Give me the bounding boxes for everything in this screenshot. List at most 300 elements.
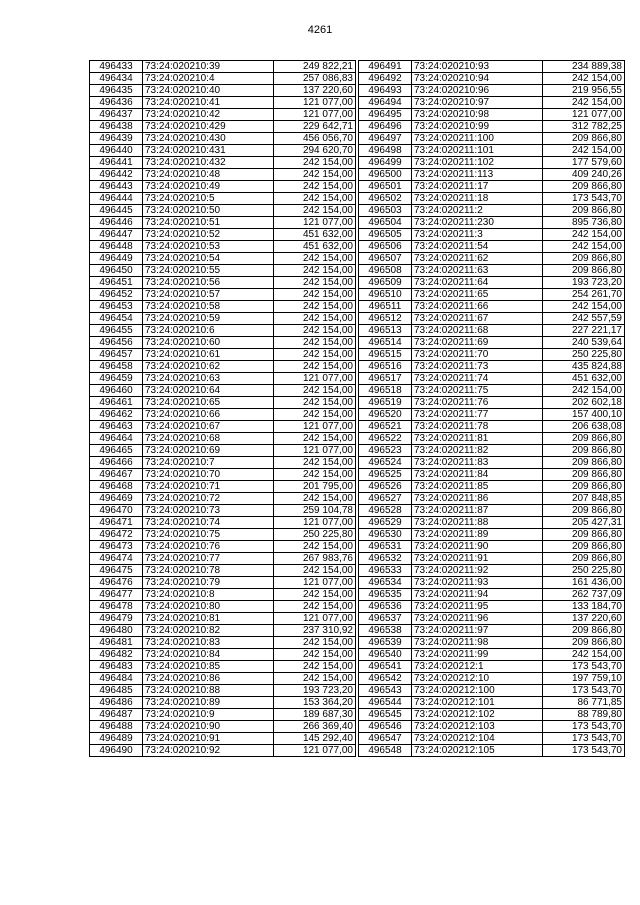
table-row [359,61,625,73]
cadastral-number-cell: 73:24:020210:76 [143,541,274,553]
table-row [359,421,625,433]
record-number-cell: 496504 [359,217,412,229]
cadastral-number-cell: 73:24:020210:79 [143,577,274,589]
record-number-cell: 496528 [359,505,412,517]
record-number-cell: 496523 [359,445,412,457]
cadastral-number-cell: 73:24:020211:69 [412,337,543,349]
table-row [90,397,356,409]
table-row [359,217,625,229]
table-row [90,517,356,529]
record-number-cell: 496542 [359,673,412,685]
record-number-cell: 496494 [359,97,412,109]
record-number-cell: 496527 [359,493,412,505]
cadastral-number-cell: 73:24:020210:91 [143,733,274,745]
cadastral-number-cell: 73:24:020211:99 [412,649,543,661]
table-row [90,73,356,85]
cadastral-value-cell: 173 543,70 [543,193,625,205]
record-number-cell: 496495 [359,109,412,121]
cadastral-value-cell: 242 154,00 [274,433,356,445]
cadastral-value-cell: 266 369,40 [274,721,356,733]
record-number-cell: 496453 [90,301,143,313]
cadastral-value-cell: 206 638,08 [543,421,625,433]
cadastral-number-cell: 73:24:020210:80 [143,601,274,613]
record-number-cell: 496456 [90,337,143,349]
record-number-cell: 496548 [359,745,412,757]
cadastral-number-cell: 73:24:020211:97 [412,625,543,637]
cadastral-number-cell: 73:24:020211:81 [412,433,543,445]
table-row [359,97,625,109]
table-row [359,733,625,745]
table-row [359,649,625,661]
record-number-cell: 496529 [359,517,412,529]
cadastral-value-cell: 451 632,00 [274,241,356,253]
cadastral-value-cell: 242 154,00 [274,181,356,193]
record-number-cell: 496484 [90,673,143,685]
cadastral-number-cell: 73:24:020210:81 [143,613,274,625]
cadastral-value-cell: 229 642,71 [274,121,356,133]
record-number-cell: 496511 [359,301,412,313]
record-number-cell: 496452 [90,289,143,301]
cadastral-number-cell: 73:24:020210:67 [143,421,274,433]
cadastral-number-cell: 73:24:020211:96 [412,613,543,625]
cadastral-value-cell: 209 866,80 [543,553,625,565]
record-number-cell: 496485 [90,685,143,697]
record-number-cell: 496525 [359,469,412,481]
table-row [359,253,625,265]
cadastral-value-cell: 250 225,80 [543,349,625,361]
record-number-cell: 496474 [90,553,143,565]
cadastral-number-cell: 73:24:020211:66 [412,301,543,313]
cadastral-value-cell: 209 866,80 [543,253,625,265]
record-number-cell: 496501 [359,181,412,193]
cadastral-value-cell: 209 866,80 [543,469,625,481]
table-row [90,361,356,373]
record-number-cell: 496469 [90,493,143,505]
record-number-cell: 496503 [359,205,412,217]
table-row [359,205,625,217]
table-row [359,589,625,601]
record-number-cell: 496545 [359,709,412,721]
cadastral-value-cell: 242 154,00 [543,241,625,253]
cadastral-number-cell: 73:24:020210:72 [143,493,274,505]
table-row [359,493,625,505]
cadastral-value-cell: 137 220,60 [274,85,356,97]
table-row [359,313,625,325]
cadastral-value-cell: 133 184,70 [543,601,625,613]
cadastral-number-cell: 73:24:020210:97 [412,97,543,109]
table-row [90,733,356,745]
record-number-cell: 496502 [359,193,412,205]
cadastral-value-cell: 242 154,00 [274,313,356,325]
cadastral-value-cell: 209 866,80 [543,181,625,193]
cadastral-number-cell: 73:24:020211:67 [412,313,543,325]
record-number-cell: 496466 [90,457,143,469]
cadastral-number-cell: 73:24:020210:63 [143,373,274,385]
record-number-cell: 496435 [90,85,143,97]
record-number-cell: 496479 [90,613,143,625]
table-row [90,601,356,613]
cadastral-number-cell: 73:24:020210:85 [143,661,274,673]
table-row [359,565,625,577]
record-number-cell: 496510 [359,289,412,301]
cadastral-value-cell: 193 723,20 [543,277,625,289]
record-number-cell: 496445 [90,205,143,217]
table-row [359,337,625,349]
record-number-cell: 496515 [359,349,412,361]
cadastral-number-cell: 73:24:020211:95 [412,601,543,613]
record-number-cell: 496444 [90,193,143,205]
cadastral-number-cell: 73:24:020210:53 [143,241,274,253]
cadastral-value-cell: 173 543,70 [543,661,625,673]
cadastral-value-cell: 294 620,70 [274,145,356,157]
cadastral-value-cell: 312 782,25 [543,121,625,133]
cadastral-value-cell: 242 557,59 [543,313,625,325]
cadastral-value-cell: 242 154,00 [274,289,356,301]
table-row [90,649,356,661]
cadastral-value-cell: 193 723,20 [274,685,356,697]
table-row [359,553,625,565]
record-number-cell: 496546 [359,721,412,733]
record-number-cell: 496437 [90,109,143,121]
table-row [359,541,625,553]
cadastral-value-cell: 137 220,60 [543,613,625,625]
cadastral-value-cell: 242 154,00 [274,337,356,349]
cadastral-number-cell: 73:24:020210:65 [143,397,274,409]
record-number-cell: 496535 [359,589,412,601]
cadastral-number-cell: 73:24:020211:65 [412,289,543,301]
cadastral-value-cell: 242 154,00 [274,277,356,289]
cadastral-value-cell: 209 866,80 [543,433,625,445]
cadastral-number-cell: 73:24:020210:4 [143,73,274,85]
cadastral-number-cell: 73:24:020210:82 [143,625,274,637]
record-number-cell: 496492 [359,73,412,85]
cadastral-number-cell: 73:24:020210:83 [143,637,274,649]
record-number-cell: 496487 [90,709,143,721]
cadastral-number-cell: 73:24:020211:83 [412,457,543,469]
cadastral-number-cell: 73:24:020210:8 [143,589,274,601]
cadastral-value-cell: 267 983,76 [274,553,356,565]
table-row [359,289,625,301]
cadastral-value-cell: 237 310,92 [274,625,356,637]
register-table-left [89,60,356,757]
cadastral-value-cell: 197 759,10 [543,673,625,685]
cadastral-number-cell: 73:24:020210:59 [143,313,274,325]
table-row [359,505,625,517]
cadastral-number-cell: 73:24:020210:39 [143,61,274,73]
cadastral-value-cell: 242 154,00 [274,325,356,337]
cadastral-value-cell: 209 866,80 [543,505,625,517]
table-row [359,157,625,169]
table-row [359,181,625,193]
cadastral-number-cell: 73:24:020211:91 [412,553,543,565]
cadastral-number-cell: 73:24:020210:73 [143,505,274,517]
table-row [359,385,625,397]
table-row [359,709,625,721]
cadastral-number-cell: 73:24:020210:52 [143,229,274,241]
cadastral-value-cell: 242 154,00 [274,565,356,577]
table-row [359,529,625,541]
record-number-cell: 496498 [359,145,412,157]
table-row [90,181,356,193]
cadastral-value-cell: 409 240,26 [543,169,625,181]
record-number-cell: 496538 [359,625,412,637]
cadastral-value-cell: 209 866,80 [543,445,625,457]
record-number-cell: 496480 [90,625,143,637]
record-number-cell: 496455 [90,325,143,337]
record-number-cell: 496448 [90,241,143,253]
table-row [90,613,356,625]
cadastral-number-cell: 73:24:020210:431 [143,145,274,157]
cadastral-value-cell: 249 822,21 [274,61,356,73]
table-row [359,133,625,145]
cadastral-value-cell: 177 579,60 [543,157,625,169]
table-row [90,481,356,493]
table-row [90,169,356,181]
cadastral-number-cell: 73:24:020210:64 [143,385,274,397]
table-row [90,637,356,649]
record-number-cell: 496544 [359,697,412,709]
cadastral-number-cell: 73:24:020211:3 [412,229,543,241]
cadastral-value-cell: 153 364,20 [274,697,356,709]
cadastral-value-cell: 242 154,00 [543,385,625,397]
table-row [359,637,625,649]
table-row [90,505,356,517]
table-row [359,613,625,625]
cadastral-value-cell: 240 539,64 [543,337,625,349]
cadastral-number-cell: 73:24:020212:105 [412,745,543,757]
table-row [90,385,356,397]
cadastral-value-cell: 205 427,31 [543,517,625,529]
table-row [90,625,356,637]
record-number-cell: 496518 [359,385,412,397]
cadastral-number-cell: 73:24:020211:86 [412,493,543,505]
record-number-cell: 496505 [359,229,412,241]
cadastral-number-cell: 73:24:020211:82 [412,445,543,457]
record-number-cell: 496458 [90,361,143,373]
cadastral-number-cell: 73:24:020211:75 [412,385,543,397]
record-number-cell: 496493 [359,85,412,97]
cadastral-number-cell: 73:24:020210:74 [143,517,274,529]
record-number-cell: 496509 [359,277,412,289]
table-row [359,193,625,205]
record-number-cell: 496543 [359,685,412,697]
table-row [90,433,356,445]
cadastral-value-cell: 189 687,30 [274,709,356,721]
table-row [359,445,625,457]
cadastral-number-cell: 73:24:020210:62 [143,361,274,373]
record-number-cell: 496507 [359,253,412,265]
cadastral-value-cell: 209 866,80 [543,205,625,217]
cadastral-value-cell: 259 104,78 [274,505,356,517]
cadastral-value-cell: 242 154,00 [274,193,356,205]
cadastral-number-cell: 73:24:020211:84 [412,469,543,481]
cadastral-number-cell: 73:24:020210:94 [412,73,543,85]
table-row [359,241,625,253]
cadastral-number-cell: 73:24:020211:18 [412,193,543,205]
table-row [90,553,356,565]
cadastral-number-cell: 73:24:020211:17 [412,181,543,193]
cadastral-number-cell: 73:24:020210:66 [143,409,274,421]
cadastral-value-cell: 209 866,80 [543,637,625,649]
cadastral-value-cell: 209 866,80 [543,529,625,541]
cadastral-number-cell: 73:24:020211:89 [412,529,543,541]
table-row [359,517,625,529]
record-number-cell: 496440 [90,145,143,157]
cadastral-value-cell: 242 154,00 [274,661,356,673]
cadastral-number-cell: 73:24:020210:92 [143,745,274,757]
table-row [359,673,625,685]
record-number-cell: 496533 [359,565,412,577]
cadastral-number-cell: 73:24:020211:77 [412,409,543,421]
cadastral-number-cell: 73:24:020210:56 [143,277,274,289]
cadastral-value-cell: 121 077,00 [274,217,356,229]
record-number-cell: 496467 [90,469,143,481]
cadastral-number-cell: 73:24:020211:2 [412,205,543,217]
table-row [90,277,356,289]
table-row [359,721,625,733]
record-number-cell: 496450 [90,265,143,277]
table-row [359,349,625,361]
table-row [90,685,356,697]
record-number-cell: 496459 [90,373,143,385]
table-row [90,205,356,217]
cadastral-value-cell: 435 824,88 [543,361,625,373]
table-row [90,121,356,133]
table-row [359,697,625,709]
cadastral-number-cell: 73:24:020211:94 [412,589,543,601]
table-row [90,565,356,577]
cadastral-number-cell: 73:24:020211:73 [412,361,543,373]
cadastral-number-cell: 73:24:020211:68 [412,325,543,337]
table-row [359,229,625,241]
cadastral-number-cell: 73:24:020210:6 [143,325,274,337]
record-number-cell: 496449 [90,253,143,265]
cadastral-value-cell: 262 737,09 [543,589,625,601]
cadastral-value-cell: 121 077,00 [274,373,356,385]
cadastral-value-cell: 121 077,00 [274,109,356,121]
cadastral-number-cell: 73:24:020210:61 [143,349,274,361]
cadastral-number-cell: 73:24:020211:101 [412,145,543,157]
table-row [359,277,625,289]
table-row [90,445,356,457]
record-number-cell: 496514 [359,337,412,349]
cadastral-number-cell: 73:24:020210:99 [412,121,543,133]
table-row [90,157,356,169]
cadastral-number-cell: 73:24:020212:102 [412,709,543,721]
cadastral-number-cell: 73:24:020210:9 [143,709,274,721]
cadastral-number-cell: 73:24:020210:98 [412,109,543,121]
cadastral-number-cell: 73:24:020211:230 [412,217,543,229]
table-row [359,265,625,277]
record-number-cell: 496490 [90,745,143,757]
record-number-cell: 496477 [90,589,143,601]
cadastral-value-cell: 173 543,70 [543,745,625,757]
cadastral-number-cell: 73:24:020210:88 [143,685,274,697]
cadastral-number-cell: 73:24:020210:50 [143,205,274,217]
cadastral-number-cell: 73:24:020210:432 [143,157,274,169]
record-number-cell: 496457 [90,349,143,361]
cadastral-value-cell: 242 154,00 [543,301,625,313]
table-row [359,745,625,757]
table-row [90,373,356,385]
table-row [90,109,356,121]
table-row [90,241,356,253]
cadastral-number-cell: 73:24:020210:58 [143,301,274,313]
cadastral-number-cell: 73:24:020212:104 [412,733,543,745]
record-number-cell: 496462 [90,409,143,421]
table-row [359,109,625,121]
table-row [90,541,356,553]
table-row [90,193,356,205]
record-number-cell: 496443 [90,181,143,193]
cadastral-number-cell: 73:24:020211:90 [412,541,543,553]
cadastral-number-cell: 73:24:020210:430 [143,133,274,145]
record-number-cell: 496524 [359,457,412,469]
table-row [359,145,625,157]
cadastral-number-cell: 73:24:020211:76 [412,397,543,409]
record-number-cell: 496433 [90,61,143,73]
record-number-cell: 496442 [90,169,143,181]
cadastral-value-cell: 173 543,70 [543,721,625,733]
record-number-cell: 496454 [90,313,143,325]
cadastral-value-cell: 254 261,70 [543,289,625,301]
cadastral-value-cell: 242 154,00 [543,649,625,661]
cadastral-value-cell: 86 771,85 [543,697,625,709]
cadastral-number-cell: 73:24:020210:54 [143,253,274,265]
record-number-cell: 496473 [90,541,143,553]
cadastral-value-cell: 121 077,00 [274,97,356,109]
cadastral-number-cell: 73:24:020211:74 [412,373,543,385]
cadastral-value-cell: 242 154,00 [274,253,356,265]
record-number-cell: 496446 [90,217,143,229]
cadastral-number-cell: 73:24:020210:78 [143,565,274,577]
record-number-cell: 496470 [90,505,143,517]
cadastral-value-cell: 121 077,00 [274,517,356,529]
record-number-cell: 496506 [359,241,412,253]
cadastral-number-cell: 73:24:020210:49 [143,181,274,193]
cadastral-number-cell: 73:24:020211:93 [412,577,543,589]
cadastral-number-cell: 73:24:020210:5 [143,193,274,205]
cadastral-number-cell: 73:24:020210:41 [143,97,274,109]
cadastral-value-cell: 209 866,80 [543,457,625,469]
record-number-cell: 496438 [90,121,143,133]
table-row [90,745,356,757]
table-row [359,601,625,613]
table-row [359,625,625,637]
table-row [359,661,625,673]
record-number-cell: 496547 [359,733,412,745]
record-number-cell: 496488 [90,721,143,733]
record-number-cell: 496517 [359,373,412,385]
cadastral-value-cell: 257 086,83 [274,73,356,85]
table-row [90,421,356,433]
table-row [90,133,356,145]
record-number-cell: 496512 [359,313,412,325]
cadastral-value-cell: 207 848,85 [543,493,625,505]
record-number-cell: 496464 [90,433,143,445]
table-row [90,337,356,349]
cadastral-number-cell: 73:24:020212:103 [412,721,543,733]
table-row [90,697,356,709]
table-row [359,73,625,85]
table-row [359,397,625,409]
cadastral-number-cell: 73:24:020210:48 [143,169,274,181]
cadastral-number-cell: 73:24:020210:96 [412,85,543,97]
cadastral-value-cell: 456 056,70 [274,133,356,145]
cadastral-number-cell: 73:24:020210:86 [143,673,274,685]
cadastral-value-cell: 209 866,80 [543,481,625,493]
record-number-cell: 496447 [90,229,143,241]
